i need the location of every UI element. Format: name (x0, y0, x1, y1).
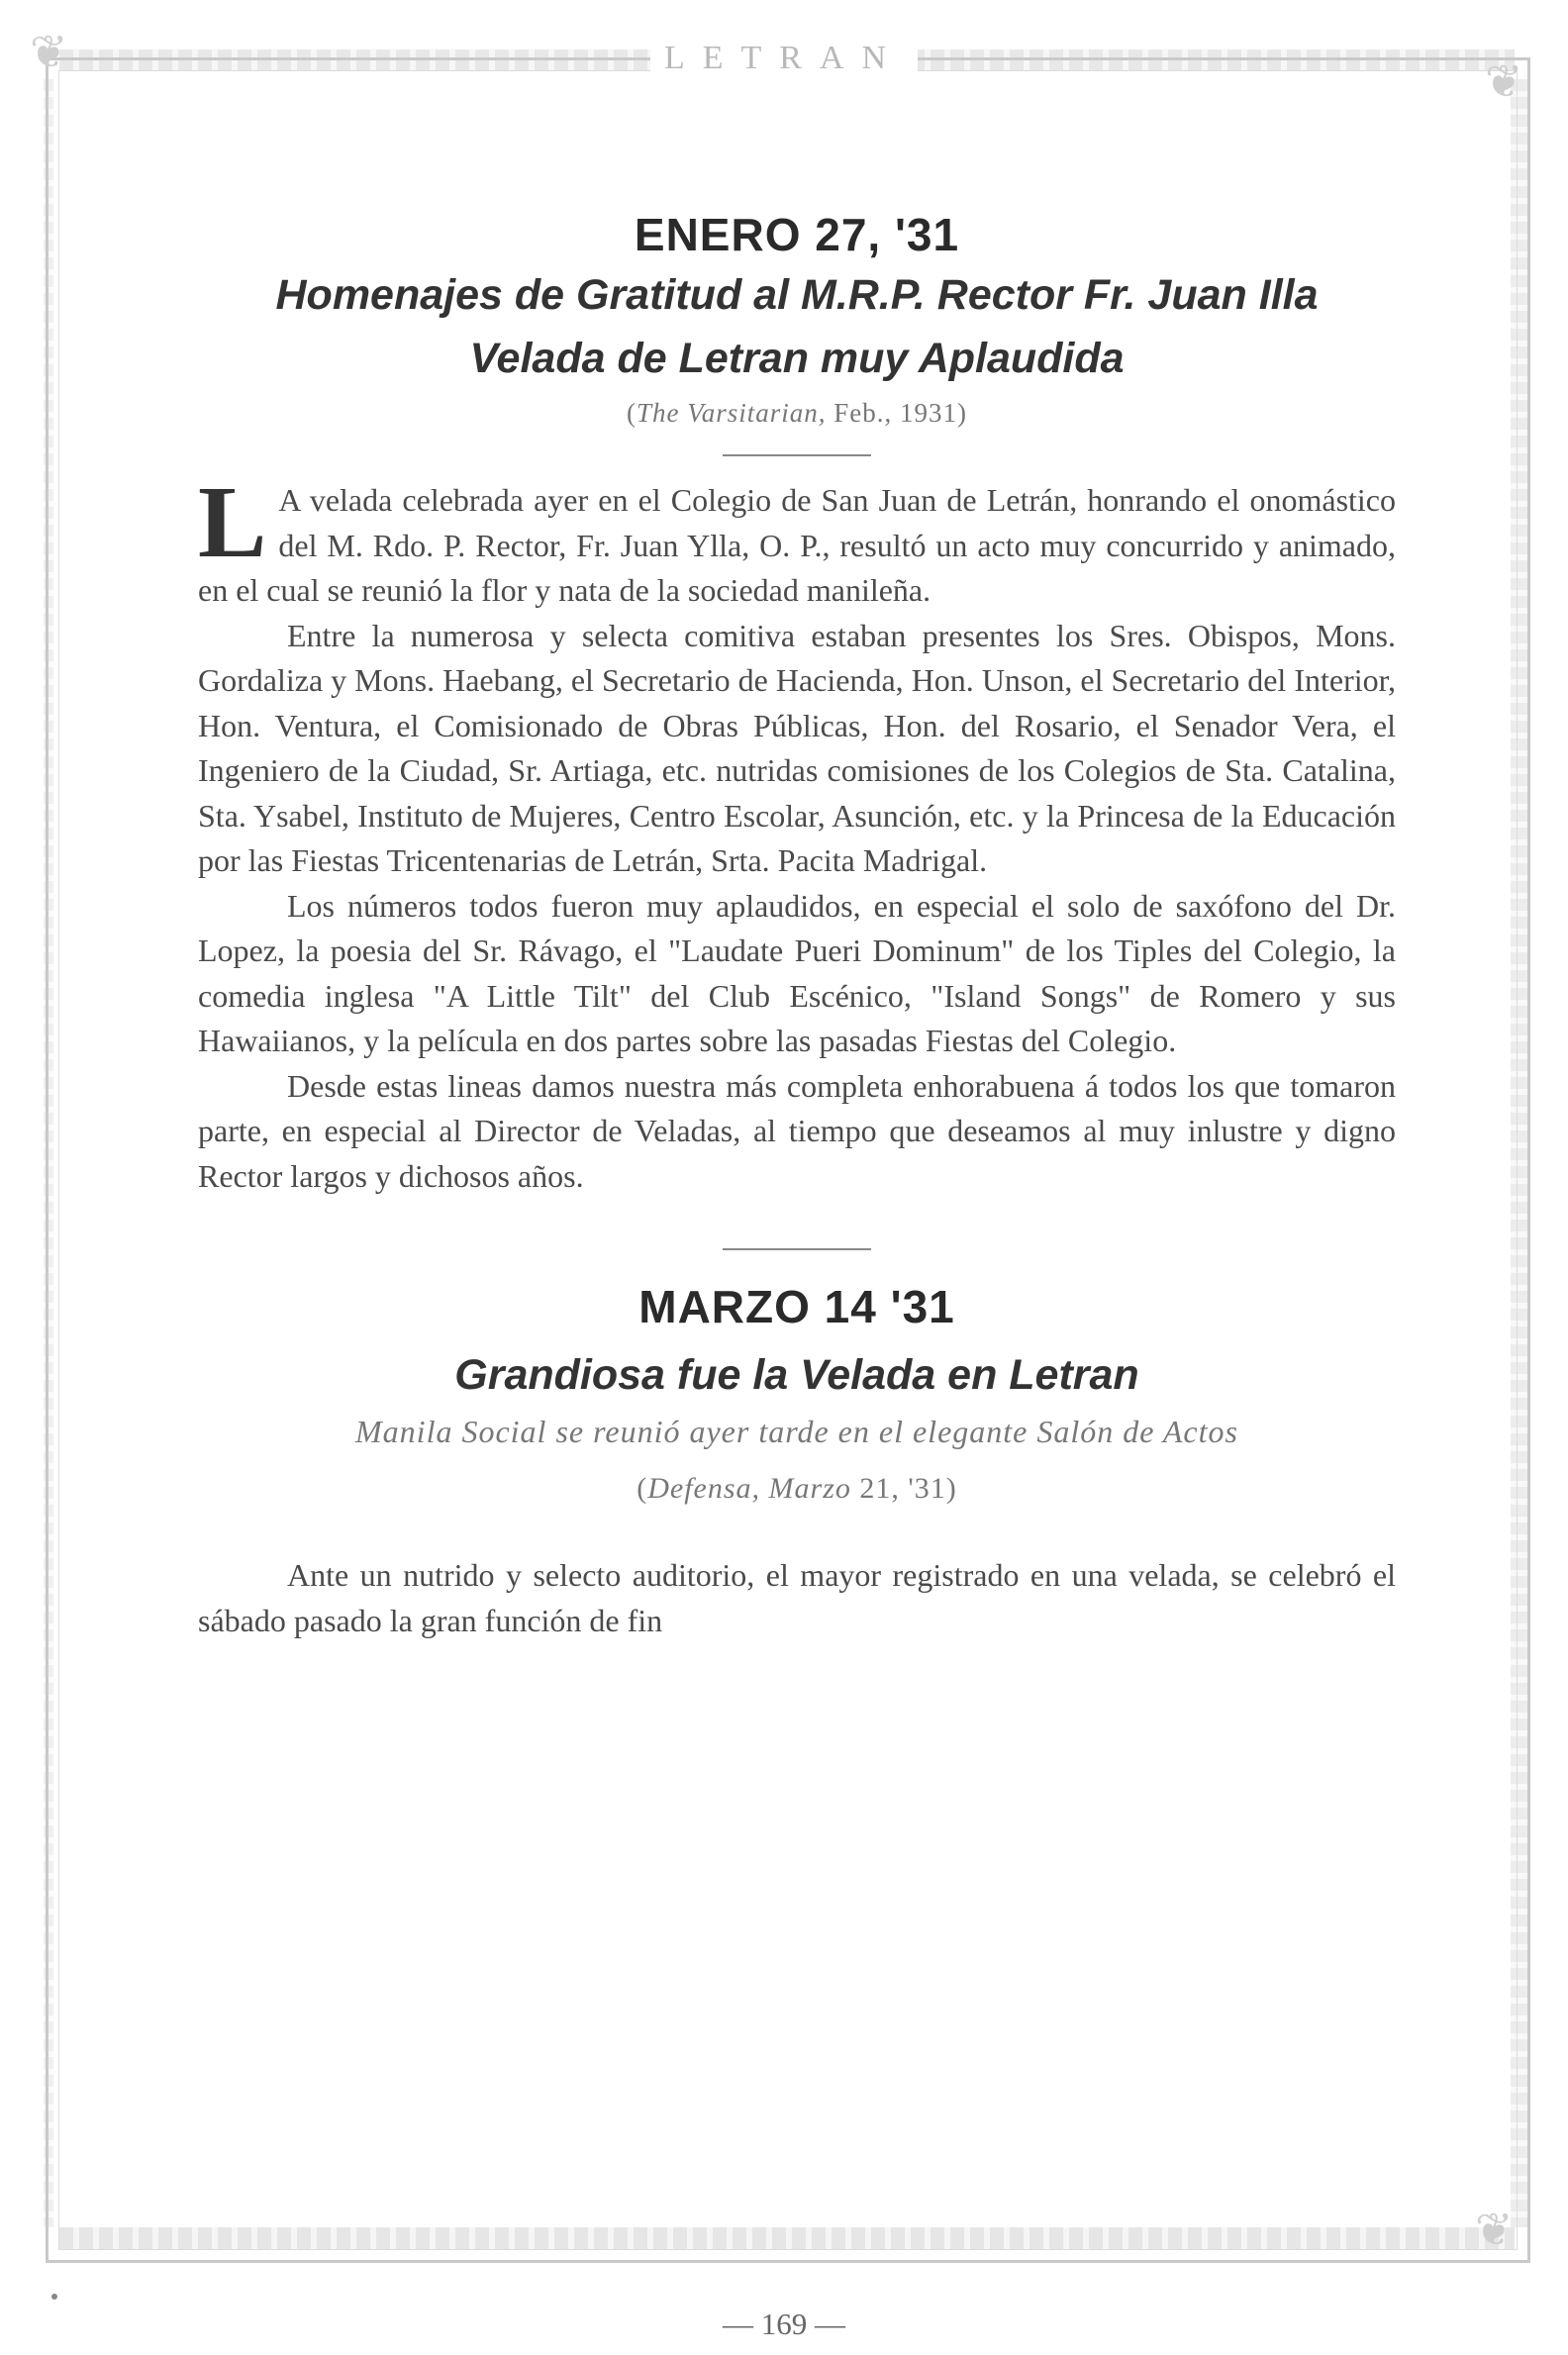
running-head (0, 40, 1568, 77)
corner-ornament-bottom-right: ❦ (1475, 2205, 1514, 2255)
article1-paragraph-1-text: A velada celebrada ayer en el Colegio de San Juan de Letrán, honrando el onomástico del M. Rdo. P. Rector, Fr. Juan Ylla, O. P., resultó un acto muy concurrido y animado, en el cual se reunió la flor y nata de la sociedad manileña. (198, 482, 1396, 608)
article2-date: MARZO 14 '31 (638, 1281, 955, 1332)
article2-source-date: 21, '31) (850, 1472, 957, 1505)
article1-title-line2: Velada de Letran muy Aplaudida (469, 335, 1125, 382)
running-head-text: LETRAN (650, 40, 918, 76)
page-content (198, 208, 1396, 1643)
article1-paragraph-3: Los números todos fueron muy aplaudidos, en especial el solo de saxófono del Dr. Lopez, la poesia del Sr. Rávago, el "Laudate Pueri Dominum" de los Tiples del Colegio, la comedia inglesa "A Little Tilt" del Club Escénico, "Island Songs" de Romero y sus Hawaiianos, y la película en dos partes sobre las pasadas Fiestas del Colegio. (198, 887, 1396, 1058)
article1-source-date: Feb., 1931) (826, 398, 968, 428)
article2-source (198, 1472, 1396, 1506)
article1-paragraph-1 (198, 465, 1396, 614)
article1-title-line1: Homenajes de Gratitud al M.R.P. Rector Fr. Juan Illa (275, 271, 1319, 319)
article1-source-open: ( (626, 398, 637, 428)
margin-dot (51, 2294, 57, 2300)
corner-ornament-top-left: ❦ (30, 27, 68, 77)
article-enero (198, 208, 1396, 1199)
article1-source (198, 398, 1396, 429)
divider-rule-2 (723, 1248, 871, 1250)
drop-cap: L (198, 465, 267, 579)
article1-date: ENERO 27, '31 (634, 209, 960, 260)
page-number: — 169 — (723, 2306, 845, 2341)
article1-paragraph-2: Entre la numerosa y selecta comitiva estaban presentes los Sres. Obispos, Mons. Gordaliza y Mons. Haebang, el Secretario de Hacienda, Hon. Unson, el Secretario del Interior, Hon. Ventura, el Comisionado de Obras Públicas, Hon. del Rosario, el Senador Vera, el Ingeniero de la Ciudad, Sr. Artiaga, etc. nutridas comisiones de los Colegios de Sta. Catalina, Sta. Ysabel, Instituto de Mujeres, Centro Escolar, Asunción, etc. y la Princesa de la Educación por las Fiestas Tricentenarias de Letrán, Srta. Pacita Madrigal. (198, 617, 1396, 878)
corner-ornament-top-right: ❦ (1485, 56, 1523, 107)
article2-subtitle: Manila Social se reunió ayer tarde en el elegante Salón de Actos (355, 1414, 1238, 1449)
divider-rule-1 (723, 454, 871, 456)
article2-source-italic-date: Marzo (760, 1472, 851, 1505)
article2-paragraph-1: Ante un nutrido y selecto auditorio, el mayor registrado en una velada, se celebró el sábado pasado la gran función de fin (198, 1557, 1396, 1638)
article2-title: Grandiosa fue la Velada en Letran (454, 1351, 1139, 1399)
article1-source-pub: The Varsitarian, (636, 398, 827, 428)
article2-source-open: ( (637, 1472, 648, 1505)
article1-paragraph-4: Desde estas lineas damos nuestra más completa enhorabuena á todos los que tomaron parte, en especial al Director de Veladas, al tiempo que deseamos al muy inlustre y digno Rector largos y dichosos años. (198, 1067, 1396, 1194)
article-marzo (198, 1280, 1396, 1643)
article2-source-pub: Defensa, (647, 1472, 761, 1505)
